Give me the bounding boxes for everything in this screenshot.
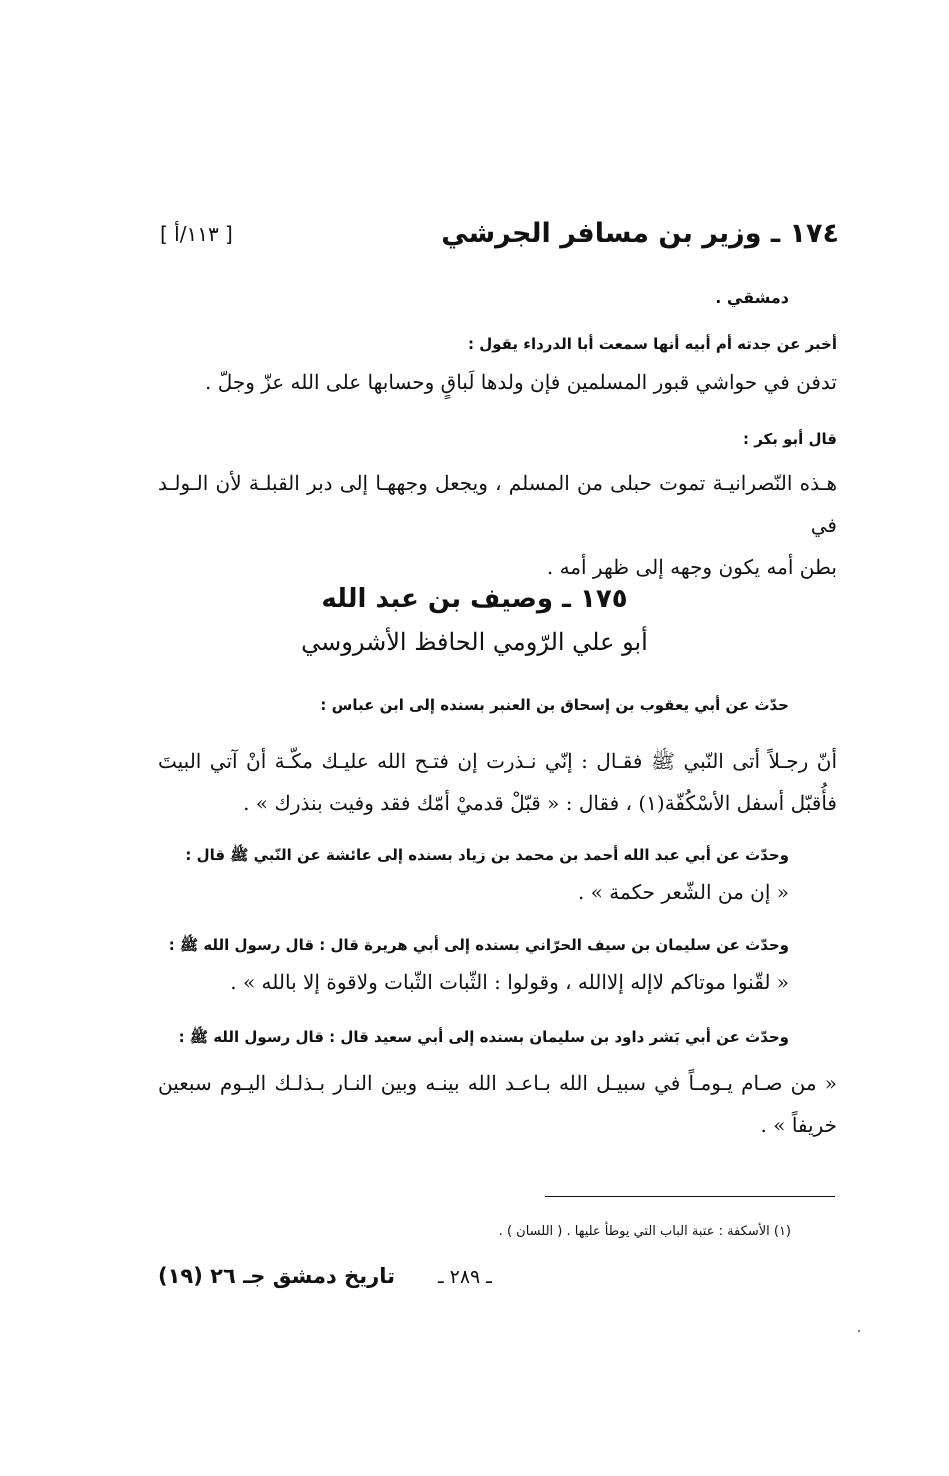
entry-175-isnad-2: وحدّث عن أبي عبد الله أحمد بن محمد بن زياد بسنده إلى عائشة عن النّبي ﷺ قال : — [185, 846, 789, 864]
entry-175-isnad-4: وحدّث عن أبي بَشر داود بن سليمان بسنده إلى أبي سعيد قال : قال رسول الله ﷺ : — [178, 1028, 789, 1046]
entry-175-hadith-2: « إن من الشّعر حكمة » . — [577, 880, 789, 904]
book-reference: تاريخ دمشق جـ ٢٦ (١٩) — [158, 1264, 396, 1288]
hadith-1-line-2: فأُقبّل أسفل الأسْكُفّة(١) ، فقال : « قبّلْ قدميْ أمّك فقد وفيت بنذرك » . — [243, 791, 837, 815]
entry-174-isnad: أخبر عن جدته أم أبيه أنها سمعت أبا الدرداء يقول : — [467, 335, 837, 353]
entry-175-hadith-4 — [158, 1062, 837, 1146]
hadith-4-line-1: « من صـام يـومـاً في سبيـل الله بـاعـد الله بينـه وبين النـار بـذلـك اليـوم سبعين — [158, 1071, 837, 1095]
footnote-1: (١) الأسكفة : عتبة الباب التي يوطأ عليها . ( اللسان ) . — [498, 1224, 791, 1239]
comment-line-1: هـذه النّصرانيـة تموت حبلى من المسلم ، ويجعل وجههـا إلى دبر القبلـة لأن الـولـد في — [158, 471, 837, 537]
page-number: ـ ٢٨٩ ـ — [438, 1266, 492, 1288]
entry-175-isnad-1: حدّث عن أبي يعقوب بن إسحاق بن العنبر بسنده إلى ابن عباس : — [320, 696, 789, 714]
entry-174-comment — [158, 462, 837, 588]
entry-175-isnad-3: وحدّث عن سليمان بن سيف الحرّاني بسنده إلى أبي هريرة قال : قال رسول الله ﷺ : — [168, 936, 789, 954]
hadith-4-line-2: خريفاً » . — [760, 1113, 837, 1137]
entry-174-header — [160, 218, 839, 262]
scan-speck — [858, 1330, 860, 1332]
hadith-1-line-1: أنّ رجـلاً أتى النّبي ﷺ فقـال : إنّي نـذرت إن فتـح الله عليـك مكّـة أنْ آتي البيتَ — [158, 749, 837, 773]
folio-reference: [ ١١٣/أ ] — [160, 222, 233, 246]
entry-174-title: ١٧٤ ـ وزير بن مسافر الجرشي — [441, 218, 839, 249]
comment-line-2: بطن أمه يكون وجهه إلى ظهر أمه . — [546, 555, 837, 579]
entry-174-origin: دمشقي . — [715, 288, 789, 307]
entry-175-hadith-3: « لقّنوا موتاكم لاإله إلاالله ، وقولوا : الثّبات الثّبات ولاقوة إلا بالله » . — [230, 970, 789, 994]
entry-175-title: ١٧٥ ـ وصيف بن عبد الله — [321, 584, 628, 614]
entry-174-matn: تدفن في حواشي قبور المسلمين فإن ولدها لَباقٍ وحسابها على الله عزّ وجلّ . — [204, 370, 837, 394]
footnote-divider — [545, 1196, 835, 1197]
entry-174-qala: قال أبو بكر : — [743, 430, 837, 448]
entry-175-subtitle: أبو علي الرّومي الحافظ الأشروسي — [301, 628, 648, 656]
entry-175-hadith-1 — [158, 740, 837, 824]
